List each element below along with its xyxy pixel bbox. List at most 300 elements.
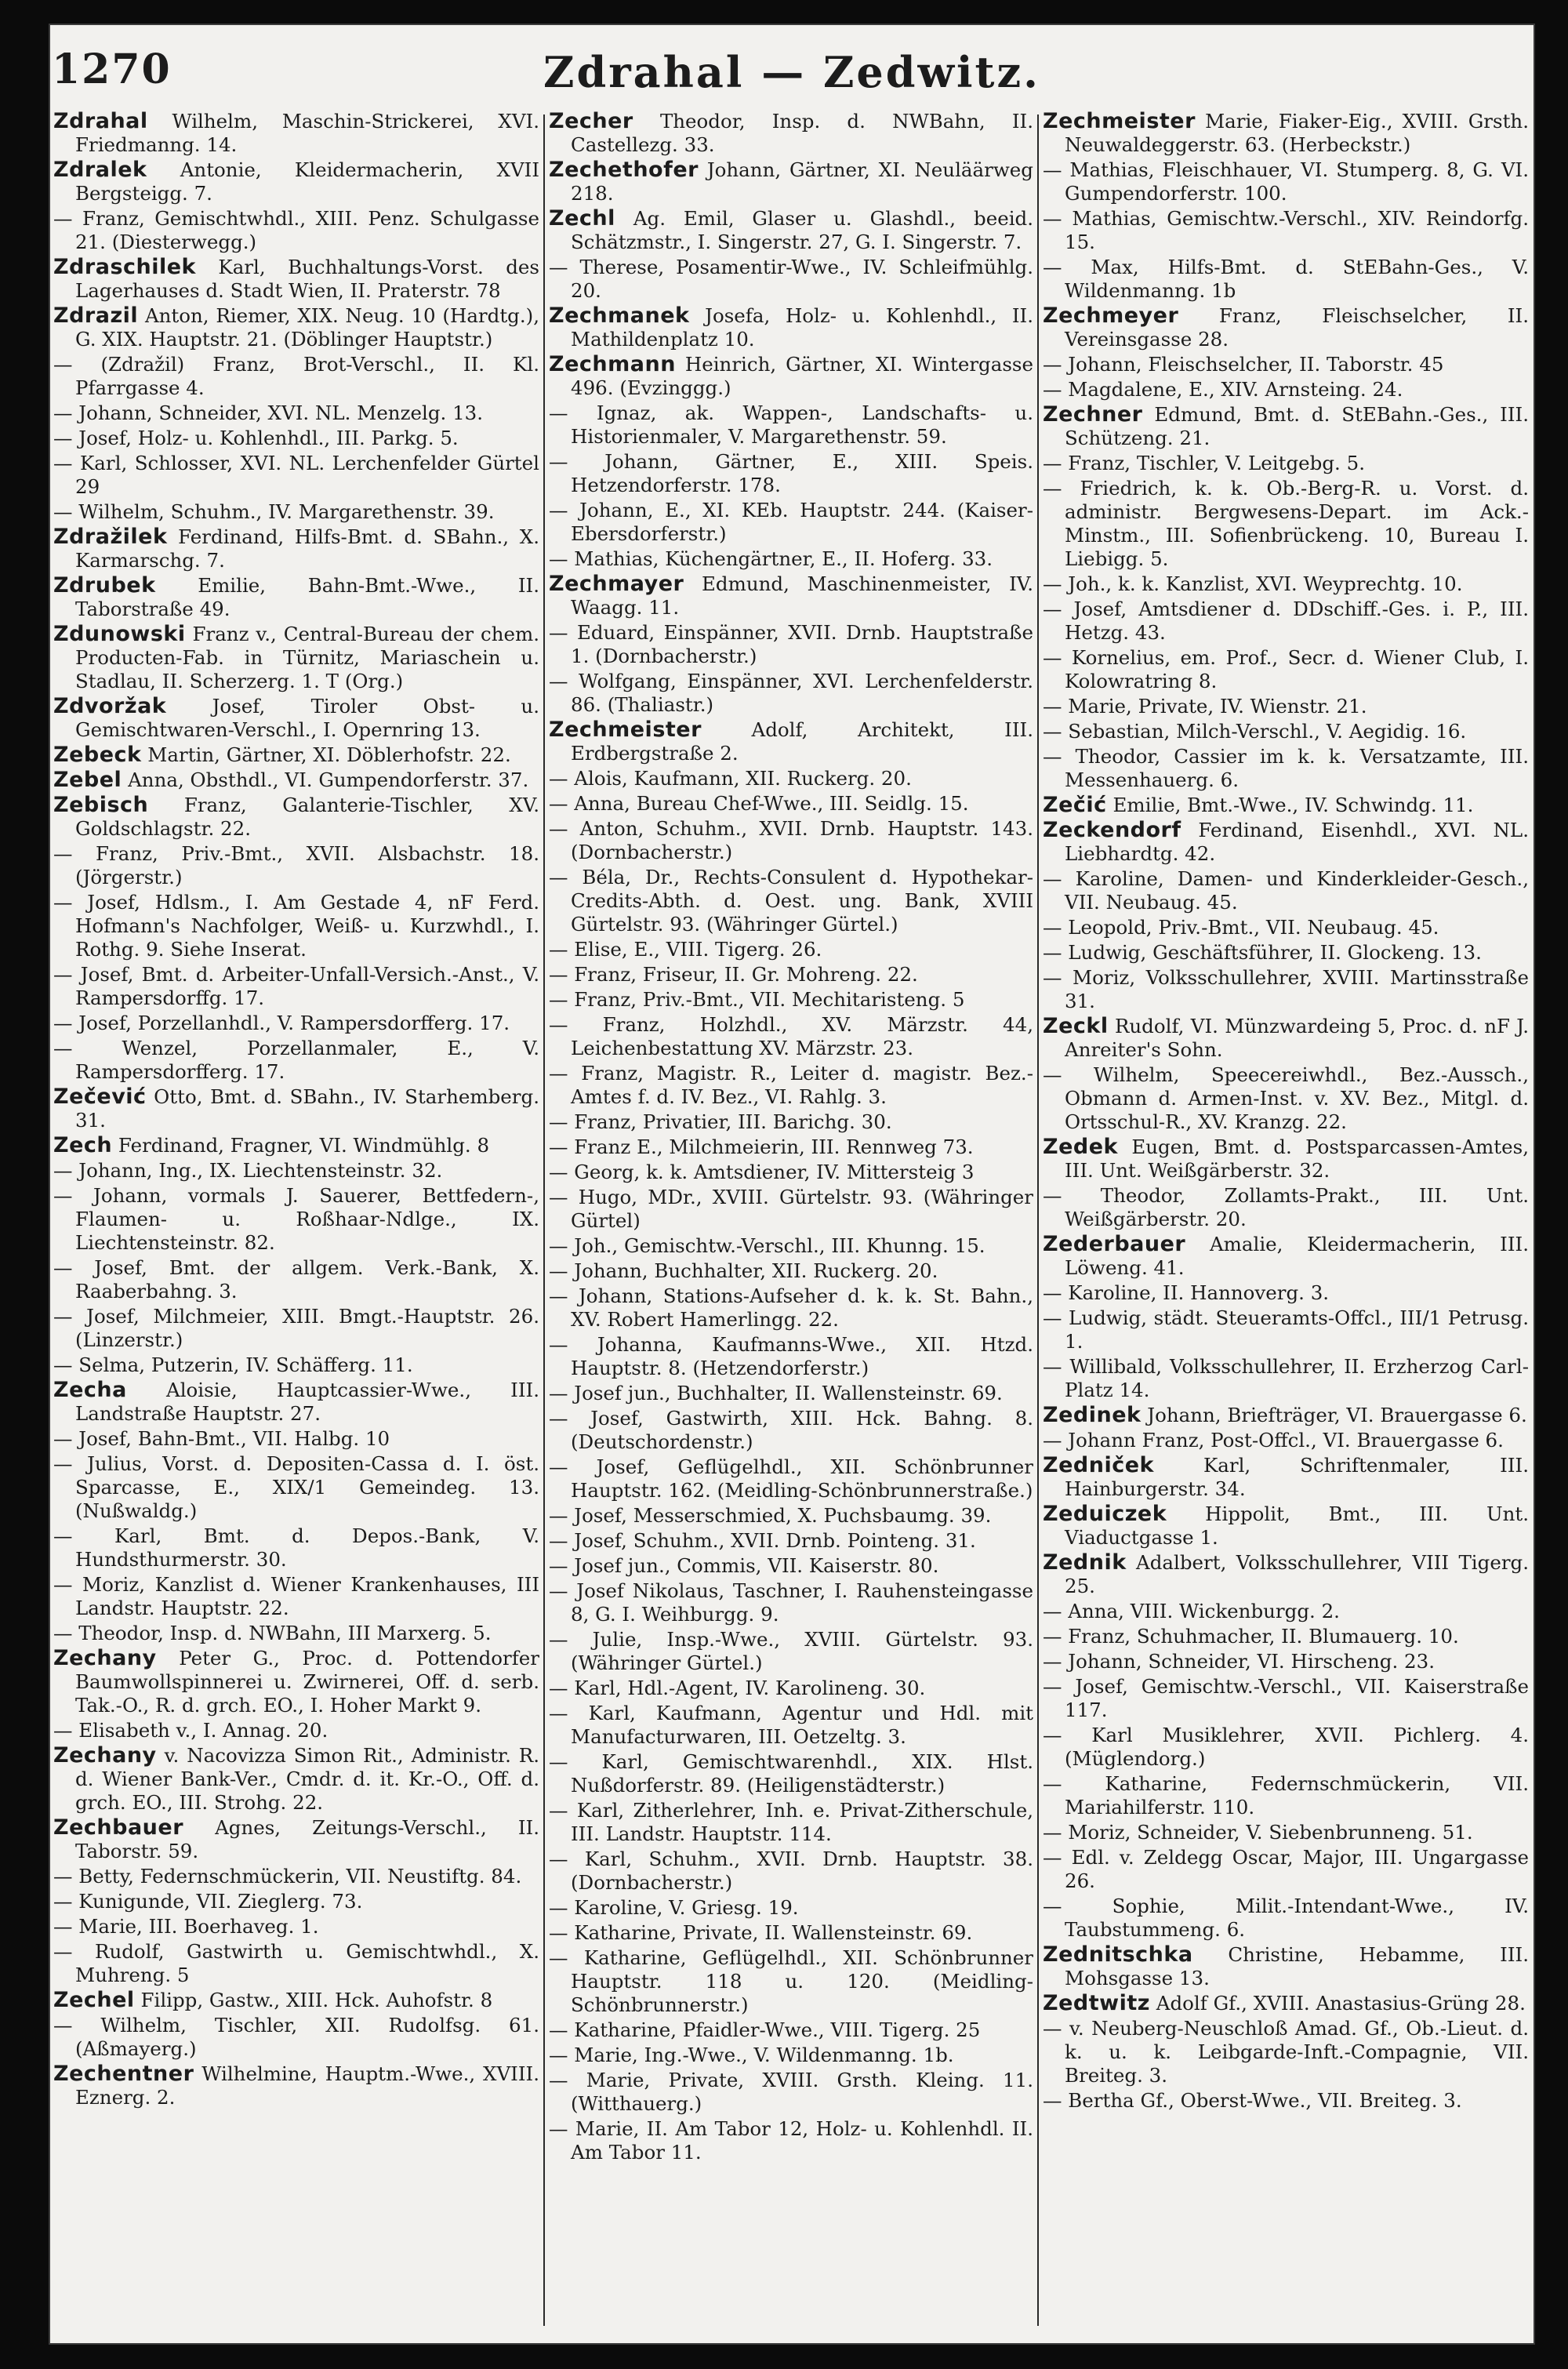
directory-entry	[53, 1085, 539, 1132]
entry-text: — Marie, Private, IV. Wienstr. 21.	[1043, 695, 1367, 718]
entry-text: — Karl, Gemischtwarenhdl., XIX. Hlst. Nußdorferstr. 89. (Heiligenstädterstr.)	[549, 1750, 1033, 1797]
entry-text: — Leopold, Priv.-Bmt., VII. Neubaug. 45.	[1043, 916, 1439, 939]
column-2	[549, 110, 1033, 2337]
entry-text: Edmund, Bmt. d. StEBahn.-Ges., III. Schützeng. 21.	[1065, 403, 1529, 449]
entry-surname: Zeduiczek	[1043, 1502, 1167, 1526]
entry-text: — Anton, Schuhm., XVII. Drnb. Hauptstr. 143. (Dornbacherstr.)	[549, 817, 1033, 863]
directory-entry	[53, 574, 539, 621]
entry-text: — Anna, VIII. Wickenburgg. 2.	[1043, 1600, 1340, 1622]
entry-text: — Rudolf, Gastwirth u. Gemischtwhdl., X. Muhreng. 5	[53, 1940, 539, 1986]
entry-text: — Magdalene, E., XIV. Arnsteing. 24.	[1043, 378, 1403, 401]
entry-text: — Kunigunde, VII. Zieglerg. 73.	[53, 1890, 363, 1913]
directory-entry	[53, 1719, 539, 1742]
entry-surname: Zechmeister	[549, 718, 702, 742]
entry-text: Josef, Tiroler Obst- u. Gemischtwaren-Verschl., I. Opernring 13.	[75, 695, 539, 741]
entry-text: Peter G., Proc. d. Pottendorfer Baumwollspinnerei u. Zwirnerei, Off. d. serb. Tak.-O., R. d. grch. EO., I. Hoher Markt 9.	[75, 1647, 539, 1717]
directory-entry	[549, 792, 1033, 816]
entry-text: — Josef Nikolaus, Taschner, I. Rauhensteingasse 8, G. I. Weihburgg. 9.	[549, 1579, 1033, 1626]
directory-entry	[53, 110, 539, 157]
directory-entry	[549, 2117, 1033, 2164]
directory-entry	[549, 767, 1033, 790]
directory-entry	[53, 1573, 539, 1620]
entry-text: — Mathias, Fleischhauer, VI. Stumperg. 8, G. VI. Gumpendorferstr. 100.	[1043, 158, 1529, 205]
directory-entry	[1043, 1429, 1529, 1452]
entry-surname: Zecher	[549, 110, 633, 133]
directory-entry	[549, 353, 1033, 400]
entry-text: Wilhelm, Maschin-Strickerei, XVI. Friedmanng. 14.	[75, 110, 539, 156]
directory-entry	[1043, 378, 1529, 401]
entry-text: — Josef, Holz- u. Kohlenhdl., III. Parkg. 5.	[53, 427, 459, 449]
entry-text: Martin, Gärtner, XI. Döblerhofstr. 22.	[147, 743, 511, 766]
entry-text: Edmund, Maschinenmeister, IV. Waagg. 11.	[571, 572, 1033, 619]
directory-entry	[549, 1677, 1033, 1700]
directory-entry	[1043, 1600, 1529, 1623]
entry-text: — Karl, Hdl.-Agent, IV. Karolineng. 30.	[549, 1677, 926, 1699]
entry-text: — Sophie, Milit.-Intendant-Wwe., IV. Taubstummeng. 6.	[1043, 1895, 1529, 1941]
entry-text: — Theodor, Insp. d. NWBahn, III Marxerg. 5.	[53, 1622, 492, 1644]
entry-surname: Zeckl	[1043, 1014, 1109, 1038]
directory-entry	[549, 1161, 1033, 1184]
entry-text: Adalbert, Volksschullehrer, VIII Tigerg. 25.	[1065, 1551, 1529, 1597]
directory-entry	[549, 938, 1033, 961]
entry-text: — Max, Hilfs-Bmt. d. StEBahn-Ges., V. Wildenmanng. 1b	[1043, 256, 1529, 302]
entry-text: Theodor, Insp. d. NWBahn, II. Castellezg. 33.	[571, 110, 1033, 156]
directory-entry	[53, 1184, 539, 1255]
directory-entry	[549, 1628, 1033, 1675]
directory-entry	[549, 2044, 1033, 2067]
directory-entry	[549, 1896, 1033, 1920]
directory-entry	[549, 621, 1033, 668]
entry-text: — Betty, Federnschmückerin, VII. Neustiftg. 84.	[53, 1865, 522, 1888]
entry-surname: Zedniček	[1043, 1453, 1154, 1477]
directory-entry	[53, 427, 539, 450]
entry-text: — Alois, Kaufmann, XII. Ruckerg. 20.	[549, 767, 912, 790]
directory-entry	[53, 1622, 539, 1645]
directory-entry	[549, 1529, 1033, 1553]
entry-text: — Friedrich, k. k. Ob.-Berg-R. u. Vorst. d. administr. Bergwesens-Depart. im Ack.-Minstm., III. Sofienbrückeng. 10, Bureau I. Liebigg. 5.	[1043, 477, 1529, 570]
entry-surname: Zechany	[53, 1743, 157, 1768]
entry-surname: Zechner	[1043, 402, 1143, 427]
column-divider	[1037, 114, 1039, 2326]
page-number: 1270	[52, 45, 172, 93]
entry-text: — Anna, Bureau Chef-Wwe., III. Seidlg. 15.	[549, 792, 969, 815]
entry-text: — Marie, Ing.-Wwe., V. Wildenmanng. 1b.	[549, 2044, 954, 2066]
entry-text: — Bertha Gf., Oberst-Wwe., VII. Breiteg. 3.	[1043, 2089, 1462, 2112]
directory-entry	[1043, 1625, 1529, 1648]
entry-surname: Zedtwitz	[1043, 1991, 1150, 2015]
directory-entry	[549, 1382, 1033, 1405]
entry-surname: Zech	[53, 1133, 113, 1157]
directory-entry	[53, 1940, 539, 1987]
directory-entry	[549, 1750, 1033, 1797]
entry-text: Franz, Fleischselcher, II. Vereinsgasse 28.	[1065, 304, 1529, 351]
entry-text: — Franz, Priv.-Bmt., XVII. Alsbachstr. 18. (Jörgerstr.)	[53, 842, 539, 888]
directory-entry	[1043, 158, 1529, 205]
directory-entry	[1043, 1135, 1529, 1183]
directory-entry	[1043, 1454, 1529, 1501]
entry-text: — Franz, Gemischtwhdl., XIII. Penz. Schulgasse 21. (Diesterwegg.)	[53, 207, 539, 253]
entry-text: — Josef, Milchmeier, XIII. Bmgt.-Hauptstr. 26. (Linzerstr.)	[53, 1305, 539, 1351]
directory-entry	[1043, 110, 1529, 157]
entry-text: — Selma, Putzerin, IV. Schäfferg. 11.	[53, 1353, 413, 1376]
directory-entry	[53, 1890, 539, 1913]
entry-text: — Josef jun., Buchhalter, II. Wallensteinstr. 69.	[549, 1382, 1003, 1404]
entry-text: — Josef, Gemischtw.-Verschl., VII. Kaiserstraße 117.	[1043, 1675, 1529, 1721]
entry-text: Heinrich, Gärtner, XI. Wintergasse 496. (Evzinggg.)	[571, 353, 1033, 399]
directory-entry	[1043, 1821, 1529, 1844]
directory-entry	[549, 547, 1033, 571]
entry-text: — Sebastian, Milch-Verschl., V. Aegidig. 16.	[1043, 720, 1467, 743]
entry-text: — Karoline, Damen- und Kinderkleider-Gesch., VII. Neubaug. 45.	[1043, 867, 1529, 914]
entry-text: — Joh., k. k. Kanzlist, XVI. Weyprechtg. 10.	[1043, 572, 1463, 595]
directory-entry	[1043, 745, 1529, 792]
entry-surname: Zebeck	[53, 743, 142, 767]
entry-text: — Ignaz, ak. Wappen-, Landschafts- u. Historienmaler, V. Margarethenstr. 59.	[549, 401, 1033, 448]
directory-entry	[549, 499, 1033, 546]
directory-entry	[53, 963, 539, 1010]
directory-entry	[53, 1134, 539, 1157]
entry-text: — Johann, Ing., IX. Liechtensteinstr. 32.	[53, 1159, 443, 1182]
directory-entry	[53, 794, 539, 841]
directory-entry	[53, 623, 539, 693]
directory-entry	[53, 1915, 539, 1938]
directory-entry	[549, 1234, 1033, 1258]
entry-surname: Zechel	[53, 1988, 135, 2012]
directory-entry	[53, 158, 539, 205]
entry-text: — Josef, Bmt. d. Arbeiter-Unfall-Versich.-Anst., V. Rampersdorffg. 17.	[53, 963, 539, 1009]
column-1	[53, 110, 539, 2337]
directory-entry	[1043, 720, 1529, 743]
directory-entry	[1043, 819, 1529, 866]
directory-entry	[1043, 1846, 1529, 1893]
directory-entry	[53, 1256, 539, 1303]
entry-surname: Zechl	[549, 206, 615, 231]
entry-text: — Franz, Holzhdl., XV. Märzstr. 44, Leichenbestattung XV. Märzstr. 23.	[549, 1013, 1033, 1059]
entry-text: — Johann, E., XI. KEb. Hauptstr. 244. (Kaiser-Ebersdorferstr.)	[549, 499, 1033, 545]
directory-entry	[1043, 1551, 1529, 1598]
entry-text: — Josef, Hdlsm., I. Am Gestade 4, nF Ferd. Hofmann's Nachfolger, Weiß- u. Kurzwhdl., I. Rothg. 9. Siehe Inserat.	[53, 891, 539, 961]
directory-entry	[53, 1452, 539, 1523]
entry-text: — Elisabeth v., I. Annag. 20.	[53, 1719, 328, 1742]
directory-entry	[1043, 1063, 1529, 1134]
entry-text: Emilie, Bahn-Bmt.-Wwe., II. Taborstraße 49.	[75, 574, 539, 620]
directory-entry	[53, 207, 539, 254]
entry-text: v. Nacovizza Simon Rit., Administr. R. d. Wiener Bank-Ver., Cmdr. d. it. Kr.-O., Off. d. grch. EO., III. Strohg. 22.	[75, 1744, 539, 1814]
entry-text: — Johann, Gärtner, E., XIII. Speis. Hetzendorferstr. 178.	[549, 450, 1033, 496]
directory-entry	[1043, 1355, 1529, 1402]
directory-entry	[549, 1062, 1033, 1109]
directory-entry	[549, 110, 1033, 157]
directory-columns	[53, 110, 1535, 2337]
entry-text: — Franz, Friseur, II. Gr. Mohreng. 22.	[549, 963, 918, 986]
directory-entry	[53, 304, 539, 351]
entry-text: — Karl, Schuhm., XVII. Drnb. Hauptstr. 38. (Dornbacherstr.)	[549, 1848, 1033, 1894]
entry-text: — Josef jun., Commis, VII. Kaiserstr. 80.	[549, 1554, 939, 1577]
entry-text: — Therese, Posamentir-Wwe., IV. Schleifmühlg. 20.	[549, 256, 1033, 302]
directory-entry	[53, 1305, 539, 1352]
entry-text: — Karl, Schlosser, XVI. NL. Lerchenfelder Gürtel 29	[53, 452, 539, 498]
directory-entry	[549, 866, 1033, 936]
entry-text: — Theodor, Cassier im k. k. Versatzamte, III. Messenhauerg. 6.	[1043, 745, 1529, 791]
entry-surname: Zdraschilek	[53, 255, 197, 279]
directory-entry	[549, 1579, 1033, 1626]
entry-text: — Marie, Private, XVIII. Grsth. Kleing. 11. (Witthauerg.)	[549, 2069, 1033, 2115]
entry-surname: Zednitschka	[1043, 1942, 1193, 1967]
entry-text: — Edl. v. Zeldegg Oscar, Major, III. Ungargasse 26.	[1043, 1846, 1529, 1892]
directory-entry	[549, 1504, 1033, 1528]
directory-entry	[53, 2062, 539, 2109]
entry-text: — Josef, Bahn-Bmt., VII. Halbg. 10	[53, 1427, 390, 1450]
directory-entry	[53, 1427, 539, 1451]
entry-text: Franz, Galanterie-Tischler, XV. Goldschlagstr. 22.	[75, 794, 539, 840]
directory-entry	[549, 1110, 1033, 1134]
entry-text: — Wilhelm, Tischler, XII. Rudolfsg. 61. (Aßmayerg.)	[53, 2014, 539, 2060]
directory-entry	[53, 1989, 539, 2012]
directory-entry	[53, 401, 539, 425]
directory-entry	[549, 1921, 1033, 1945]
entry-text: — Franz, Magistr. R., Leiter d. magistr. Bez.-Amtes f. d. IV. Bez., VI. Rahlg. 3.	[549, 1062, 1033, 1108]
entry-surname: Zebisch	[53, 793, 149, 817]
entry-text: — Karoline, V. Griesg. 19.	[549, 1896, 799, 1919]
entry-text: — Hugo, MDr., XVIII. Gürtelstr. 93. (Währinger Gürtel)	[549, 1186, 1033, 1232]
directory-entry	[1043, 916, 1529, 939]
entry-text: — Moriz, Schneider, V. Siebenbrunneng. 51.	[1043, 1821, 1473, 1844]
directory-entry	[1043, 966, 1529, 1013]
entry-text: Adolf Gf., XVIII. Anastasius-Grüng 28.	[1156, 1992, 1526, 2015]
entry-text: — Béla, Dr., Rechts-Consulent d. Hypothekar-Credits-Abth. d. Oest. ung. Bank, XVIII Gürtelstr. 93. (Währinger Gürtel.)	[549, 866, 1033, 936]
directory-entry	[1043, 2089, 1529, 2113]
entry-text: Otto, Bmt. d. SBahn., IV. Starhemberg. 31.	[75, 1085, 539, 1132]
directory-entry	[549, 207, 1033, 254]
directory-entry	[549, 450, 1033, 497]
entry-text: — Katharine, Private, II. Wallensteinstr. 69.	[549, 1921, 973, 1944]
entry-surname: Zeckendorf	[1043, 818, 1181, 842]
entry-text: — Katharine, Pfaidler-Wwe., VIII. Tigerg. 25	[549, 2018, 981, 2041]
directory-entry	[1043, 477, 1529, 571]
entry-text: — Mathias, Küchengärtner, E., II. Hoferg. 33.	[549, 547, 993, 570]
entry-text: — Franz, Privatier, III. Barichg. 30.	[549, 1110, 892, 1133]
directory-entry	[549, 1946, 1033, 2017]
entry-text: Agnes, Zeitungs-Verschl., II. Taborstr. 59.	[75, 1816, 539, 1862]
directory-entry	[549, 158, 1033, 205]
entry-text: Karl, Buchhaltungs-Vorst. des Lagerhauses d. Stadt Wien, II. Praterstr. 78	[75, 256, 539, 302]
entry-text: Ferdinand, Fragner, VI. Windmühlg. 8	[118, 1134, 490, 1157]
entry-text: Christine, Hebamme, III. Mohsgasse 13.	[1065, 1943, 1529, 1989]
entry-text: — (Zdražil) Franz, Brot-Verschl., II. Kl. Pfarrgasse 4.	[53, 353, 539, 399]
directory-page	[49, 24, 1535, 2345]
entry-text: — Moriz, Kanzlist d. Wiener Krankenhauses, III Landstr. Hauptstr. 22.	[53, 1573, 539, 1619]
directory-entry	[549, 1848, 1033, 1895]
entry-surname: Zedinek	[1043, 1403, 1142, 1427]
directory-entry	[1043, 598, 1529, 645]
entry-text: Franz v., Central-Bureau der chem. Producten-Fab. in Türnitz, Mariaschein u. Stadlau, II. Scherzerg. 1. T (Org.)	[75, 623, 539, 692]
entry-text: Hippolit, Bmt., III. Unt. Viaductgasse 1.	[1065, 1502, 1529, 1549]
entry-text: — Franz E., Milchmeierin, III. Rennweg 73.	[549, 1135, 974, 1158]
directory-entry	[549, 1186, 1033, 1233]
directory-entry	[549, 1013, 1033, 1060]
page-header	[49, 24, 1535, 110]
entry-surname: Zednik	[1043, 1550, 1127, 1575]
entry-text: Ferdinand, Hilfs-Bmt. d. SBahn., X. Karmarschg. 7.	[75, 525, 539, 572]
directory-entry	[53, 353, 539, 400]
entry-text: — Julius, Vorst. d. Depositen-Cassa d. I. öst. Sparcasse, E., XIX/1 Gemeindeg. 13. (Nußwaldg.)	[53, 1452, 539, 1522]
directory-entry	[53, 452, 539, 499]
entry-surname: Zečić	[1043, 793, 1107, 817]
entry-text: — Theodor, Zollamts-Prakt., III. Unt. Weißgärberstr. 20.	[1043, 1184, 1529, 1230]
directory-entry	[53, 1379, 539, 1426]
directory-entry	[1043, 2017, 1529, 2087]
entry-text: — Josef, Gastwirth, XIII. Hck. Bahng. 8. (Deutschordenstr.)	[549, 1407, 1033, 1453]
entry-text: — Josef, Bmt. der allgem. Verk.-Bank, X. Raaberbahng. 3.	[53, 1256, 539, 1303]
entry-text: — Johann, Schneider, XVI. NL. Menzelg. 13.	[53, 401, 484, 424]
directory-entry	[1043, 1184, 1529, 1231]
entry-text: — Marie, III. Boerhaveg. 1.	[53, 1915, 319, 1938]
entry-text: Adolf, Architekt, III. Erdbergstraße 2.	[571, 718, 1033, 765]
entry-text: — Josef, Porzellanhdl., V. Rampersdorfferg. 17.	[53, 1012, 510, 1034]
entry-surname: Zebel	[53, 768, 122, 792]
directory-entry	[53, 1012, 539, 1035]
directory-entry	[1043, 1650, 1529, 1673]
entry-text: — Johann Franz, Post-Offcl., VI. Brauergasse 6.	[1043, 1429, 1504, 1452]
directory-entry	[1043, 1502, 1529, 1550]
entry-surname: Zechmayer	[549, 572, 684, 596]
entry-surname: Zechmeister	[1043, 110, 1196, 133]
entry-surname: Zdralek	[53, 158, 147, 182]
directory-entry	[1043, 1895, 1529, 1942]
directory-entry	[549, 2069, 1033, 2116]
entry-text: — Josef, Messerschmied, X. Puchsbaumg. 39.	[549, 1504, 992, 1527]
directory-entry	[549, 1284, 1033, 1332]
directory-entry	[1043, 452, 1529, 475]
directory-entry	[1043, 572, 1529, 596]
entry-text: — Wolfgang, Einspänner, XVI. Lerchenfelderstr. 86. (Thaliastr.)	[549, 670, 1033, 716]
entry-text: Wilhelmine, Hauptm.-Wwe., XVIII. Eznerg. 2.	[75, 2062, 539, 2109]
entry-text: — Wilhelm, Schuhm., IV. Margarethenstr. 39.	[53, 500, 495, 523]
directory-entry	[549, 401, 1033, 449]
directory-entry	[53, 1647, 539, 1717]
entry-text: — Johann, Buchhalter, XII. Ruckerg. 20.	[549, 1259, 938, 1282]
directory-entry	[1043, 1675, 1529, 1722]
directory-entry	[549, 1135, 1033, 1159]
entry-text: Amalie, Kleidermacherin, III. Löweng. 41.	[1065, 1233, 1529, 1279]
entry-surname: Zdrazil	[53, 303, 139, 328]
entry-text: Anton, Riemer, XIX. Neug. 10 (Hardtg.), G. XIX. Hauptstr. 21. (Döblinger Hauptstr.)	[75, 304, 539, 351]
directory-entry	[549, 1799, 1033, 1846]
entry-text: — Karl, Kaufmann, Agentur und Hdl. mit Manufacturwaren, III. Oetzeltg. 3.	[549, 1702, 1033, 1748]
entry-surname: Zečević	[53, 1085, 147, 1109]
directory-entry	[1043, 403, 1529, 450]
directory-entry	[549, 670, 1033, 717]
entry-text: — Johann, Stations-Aufseher d. k. k. St. Bahn., XV. Robert Hamerlingg. 22.	[549, 1284, 1033, 1331]
directory-entry	[53, 1524, 539, 1571]
directory-entry	[1043, 304, 1529, 351]
entry-text: — Wenzel, Porzellanmaler, E., V. Rampersdorfferg. 17.	[53, 1037, 539, 1083]
entry-text: Ag. Emil, Glaser u. Glashdl., beeid. Schätzmstr., I. Singerstr. 27, G. I. Singerstr. 7.	[571, 207, 1033, 253]
entry-text: Aloisie, Hauptcassier-Wwe., III. Landstraße Hauptstr. 27.	[75, 1379, 539, 1425]
entry-text: — v. Neuberg-Neuschloß Amad. Gf., Ob.-Lieut. d. k. u. k. Leibgarde-Inft.-Compagnie, VII. Breiteg. 3.	[1043, 2017, 1529, 2087]
entry-text: Johann, Gärtner, XI. Neuläärweg 218.	[571, 158, 1033, 205]
directory-entry	[1043, 1015, 1529, 1062]
directory-entry	[549, 817, 1033, 864]
entry-text: — Eduard, Einspänner, XVII. Drnb. Hauptstraße 1. (Dornbacherstr.)	[549, 621, 1033, 667]
entry-text: — Marie, II. Am Tabor 12, Holz- u. Kohlenhdl. II. Am Tabor 11.	[549, 2117, 1033, 2164]
entry-text: — Julie, Insp.-Wwe., XVIII. Gürtelstr. 93. (Währinger Gürtel.)	[549, 1628, 1033, 1674]
directory-entry	[53, 891, 539, 961]
directory-entry	[549, 2018, 1033, 2042]
entry-surname: Zdražilek	[53, 525, 168, 549]
entry-surname: Zdrahal	[53, 110, 148, 133]
entry-text: — Johanna, Kaufmanns-Wwe., XII. Htzd. Hauptstr. 8. (Hetzendorferstr.)	[549, 1333, 1033, 1379]
entry-text: Johann, Briefträger, VI. Brauergasse 6.	[1147, 1404, 1527, 1426]
directory-entry	[1043, 256, 1529, 303]
directory-entry	[1043, 867, 1529, 914]
entry-surname: Zedek	[1043, 1135, 1118, 1159]
directory-entry	[1043, 1992, 1529, 2015]
entry-text: — Karl Musiklehrer, XVII. Pichlerg. 4. (Müglendorg.)	[1043, 1724, 1529, 1770]
directory-entry	[1043, 1772, 1529, 1819]
entry-text: — Joh., Gemischtw.-Verschl., III. Khunng. 15.	[549, 1234, 985, 1257]
entry-text: Karl, Schriftenmaler, III. Hainburgerstr. 34.	[1065, 1454, 1529, 1500]
directory-entry	[53, 525, 539, 572]
entry-text: — Johann, vormals J. Sauerer, Bettfedern-, Flaumen- u. Roßhaar-Ndlge., IX. Liechtensteinstr. 82.	[53, 1184, 539, 1254]
directory-entry	[53, 1159, 539, 1183]
entry-text: — Karl, Zitherlehrer, Inh. e. Privat-Zitherschule, III. Landstr. Hauptstr. 114.	[549, 1799, 1033, 1845]
directory-entry	[1043, 1724, 1529, 1771]
entry-surname: Zechentner	[53, 2062, 194, 2086]
entry-surname: Zederbauer	[1043, 1232, 1186, 1256]
entry-text: — Wilhelm, Speecereiwhdl., Bez.-Aussch., Obmann d. Armen-Inst. v. XV. Bez., Mitgl. d. Ortsschul-R., XV. Kranzg. 22.	[1043, 1063, 1529, 1133]
entry-text: — Karl, Bmt. d. Depos.-Bank, V. Hundsthurmerstr. 30.	[53, 1524, 539, 1571]
entry-text: — Franz, Priv.-Bmt., VII. Mechitaristeng. 5	[549, 988, 965, 1011]
entry-surname: Zechmeyer	[1043, 303, 1179, 328]
entry-text: — Karoline, II. Hannoverg. 3.	[1043, 1281, 1330, 1304]
directory-entry	[549, 1259, 1033, 1283]
entry-text: — Josef, Schuhm., XVII. Drnb. Pointeng. 31.	[549, 1529, 976, 1552]
running-head: Zdrahal — Zedwitz.	[543, 47, 1040, 97]
directory-entry	[53, 500, 539, 524]
directory-entry	[549, 1333, 1033, 1380]
entry-text: — Elise, E., VIII. Tigerg. 26.	[549, 938, 822, 961]
directory-entry	[53, 695, 539, 742]
column-divider	[543, 114, 545, 2326]
directory-entry	[549, 304, 1033, 351]
entry-surname: Zdunowski	[53, 622, 186, 646]
entry-surname: Zechbauer	[53, 1815, 184, 1840]
directory-entry	[1043, 941, 1529, 965]
directory-entry	[53, 1037, 539, 1084]
directory-entry	[549, 1554, 1033, 1578]
directory-entry	[1043, 207, 1529, 254]
directory-entry	[53, 842, 539, 889]
entry-text: Emilie, Bmt.-Wwe., IV. Schwindg. 11.	[1112, 794, 1474, 816]
entry-surname: Zdrubek	[53, 573, 156, 598]
directory-entry	[1043, 1943, 1529, 1990]
entry-surname: Zdvoržak	[53, 694, 167, 718]
directory-entry	[1043, 695, 1529, 718]
entry-text: Marie, Fiaker-Eig., XVIII. Grsth. Neuwaldeggerstr. 63. (Herbeckstr.)	[1065, 110, 1529, 156]
directory-entry	[1043, 1404, 1529, 1427]
entry-surname: Zechmann	[549, 352, 676, 376]
directory-entry	[549, 256, 1033, 303]
directory-entry	[549, 1702, 1033, 1749]
directory-entry	[549, 963, 1033, 986]
directory-entry	[1043, 794, 1529, 817]
directory-entry	[549, 572, 1033, 620]
entry-text: Eugen, Bmt. d. Postsparcassen-Amtes, III. Unt. Weißgärberstr. 32.	[1065, 1135, 1529, 1182]
entry-text: Ferdinand, Eisenhdl., XVI. NL. Liebhardtg. 42.	[1065, 819, 1529, 865]
entry-surname: Zechmanek	[549, 303, 690, 328]
directory-entry	[53, 1744, 539, 1815]
